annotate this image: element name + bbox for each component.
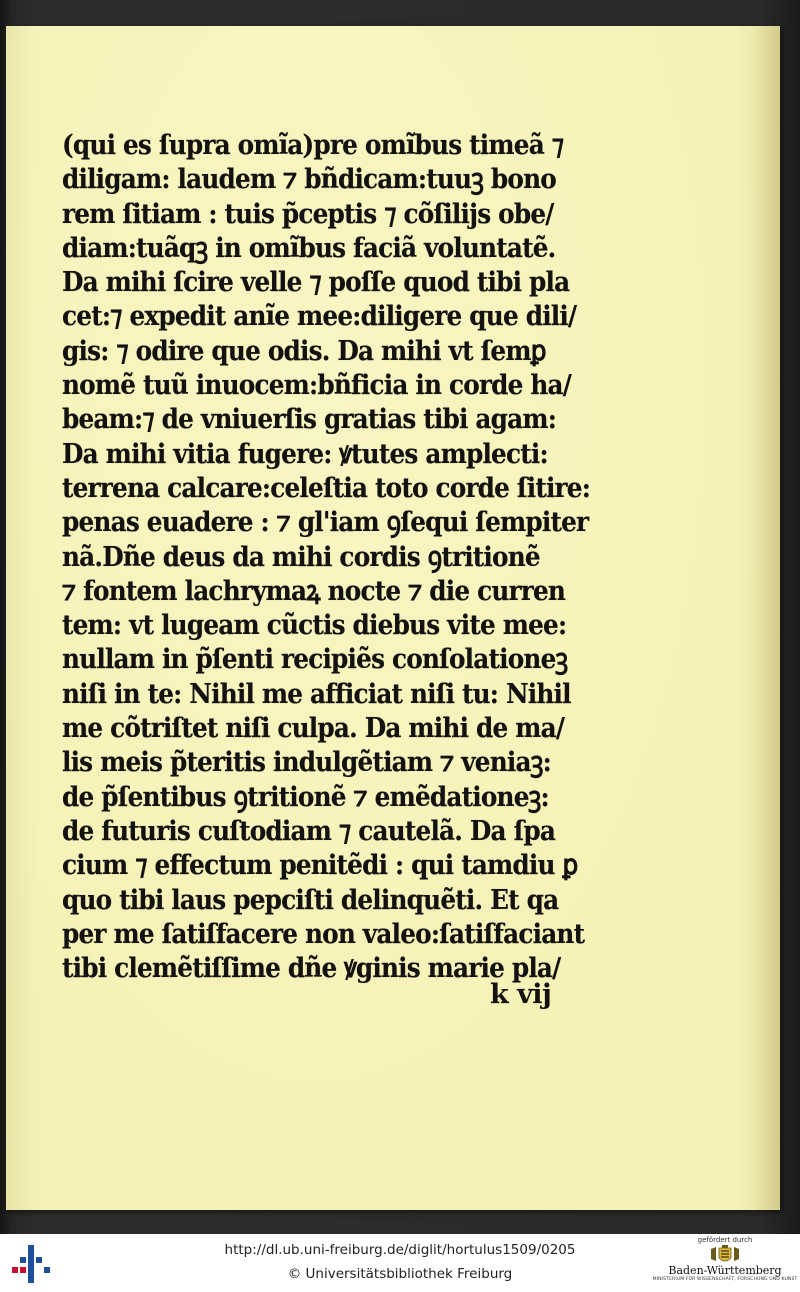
sponsor-label: gefördert durch <box>697 1236 753 1244</box>
signature-mark: k vij <box>490 979 552 1010</box>
text-line: me cõtriſtet niſi culpa. Da mihi de ma/ <box>62 712 565 745</box>
text-line: ⁊ fontem lachrymaꝝ nocte ⁊ die curren <box>62 574 566 607</box>
text-line: Da mihi ſcire velle ⁊ poſſe quod tibi pla <box>62 266 570 299</box>
text-line: gis: ⁊ odire que odis. Da mihi vt ſemꝑ <box>62 334 546 367</box>
page-text-block <box>62 128 606 985</box>
text-line: diam:tuãqꝫ in omĩbus faciã voluntatẽ. <box>62 231 556 264</box>
text-line: Da mihi vitia fugere: ꝟtutes amplecti: <box>62 437 548 470</box>
text-line: nã.Dñe deus da mihi cordis ꝯtritionẽ <box>62 540 540 573</box>
text-line: cium ⁊ effectum penitẽdi : qui tamdiu ꝑ <box>62 849 578 882</box>
text-line: nomẽ tuũ inuocem:bñficia in corde ha/ <box>62 369 572 402</box>
text-line: de futuris cuſtodiam ⁊ cautelã. Da ſpa <box>62 814 556 847</box>
text-line: rem ſitiam : tuis p̃ceptis ⁊ cõſilijs obe/ <box>62 197 554 230</box>
copyright-text: © Universitätsbibliothek Freiburg <box>287 1266 513 1282</box>
text-line: diligam: laudem ⁊ bñdicam:tuuꝫ bono <box>62 163 556 196</box>
text-line: (qui es ſupra omĩa)pre omĩbus timeã ⁊ <box>62 129 564 161</box>
footer-bar <box>0 1234 800 1292</box>
sponsor-block[interactable] <box>652 1236 798 1290</box>
text-line: terrena calcare:celeſtia toto corde ſitire: <box>62 471 591 504</box>
text-line: beam:⁊ de vniuerſis gratias tibi agam: <box>62 403 557 436</box>
sponsor-subtitle: MINISTERIUM FÜR WISSENSCHAFT, FORSCHUNG UND KUNST <box>652 1277 798 1282</box>
text-line: tibi clemẽtiſſime dñe ꝟginis marie pla/ <box>62 952 561 985</box>
text-line: per me ſatiſfacere non valeo:ſatiſfaciant <box>62 917 585 950</box>
text-line: penas euadere : ⁊ gl'iam ꝯſequi ſempiter <box>62 506 589 539</box>
document-url-link[interactable]: http://dl.ub.uni-freiburg.de/diglit/hortulus1509/0205 <box>224 1242 576 1258</box>
text-line: lis meis p̃teritis indulgẽtiam ⁊ veniaꝫ: <box>62 746 551 779</box>
baden-wuerttemberg-crest-icon <box>708 1245 742 1265</box>
text-line: de p̃ſentibus ꝯtritionẽ ⁊ emẽdationeꝫ: <box>62 780 549 813</box>
text-line: tem: vt lugeam cũctis diebus vite mee: <box>62 609 567 642</box>
text-line: cet:⁊ expedit anĩe mee:diligere que dili/ <box>62 300 577 333</box>
text-line: niſi in te: Nihil me afficiat niſi tu: Nihil <box>62 677 571 710</box>
text-line: nullam in p̃ſenti recipiẽs conſolationeꝫ <box>62 643 568 676</box>
sponsor-name: Baden-Württemberg <box>668 1264 782 1277</box>
text-line: quo tibi laus pepciſti delinquẽti. Et qa <box>62 883 559 916</box>
